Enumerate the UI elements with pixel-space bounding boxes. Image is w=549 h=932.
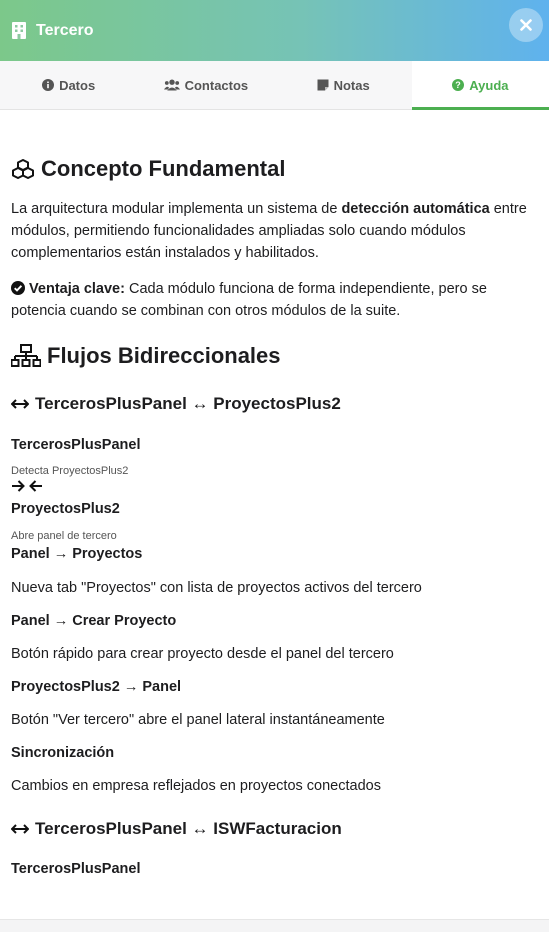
flow-item-title: Panel → Crear Proyecto — [11, 613, 177, 629]
flow-item-desc: Cambios en empresa reflejados en proyectos conectados — [11, 778, 381, 794]
flow1-heading — [11, 394, 538, 414]
concepto-intro — [11, 198, 538, 264]
info-circle-icon — [42, 79, 54, 91]
ventaja-text: Cada módulo funciona de forma independiente, pero se potencia cuando se combinan con otros módulos de la suite. — [11, 281, 487, 319]
tab-datos[interactable] — [0, 61, 137, 109]
users-icon — [164, 79, 180, 91]
flow1-left-name: TercerosPlusPanel — [11, 437, 141, 453]
question-circle-icon — [452, 79, 464, 91]
panel-title: Tercero — [36, 21, 94, 39]
flow2-left-name: TercerosPlusPanel — [11, 861, 141, 877]
svg-text:?: ? — [455, 80, 461, 91]
tab-notas[interactable] — [275, 61, 412, 109]
check-circle-icon — [11, 281, 25, 295]
flow2-title: TercerosPlusPanel ↔ ISWFacturacion — [35, 819, 342, 838]
flow1-left-caption: Detecta ProyectosPlus2 — [11, 465, 129, 477]
intro-highlight: detección automática — [341, 201, 490, 217]
tab-ayuda[interactable] — [412, 61, 549, 109]
arrows-inward-icon — [11, 479, 43, 493]
flow1-title: TercerosPlusPanel ↔ ProyectosPlus2 — [35, 394, 341, 413]
flow1-right-name: ProyectosPlus2 — [11, 501, 120, 517]
ventaja-label: Ventaja clave: — [29, 281, 125, 297]
tab-bar — [0, 61, 549, 110]
bottom-bar — [0, 919, 549, 932]
tab-label: Ayuda — [469, 77, 509, 93]
panel-header — [0, 0, 549, 61]
concepto-heading — [11, 156, 538, 182]
close-button[interactable] — [509, 8, 543, 42]
flow1-right-caption: Abre panel de tercero — [11, 530, 117, 542]
flow-item-desc: Botón "Ver tercero" abre el panel lateral instantáneamente — [11, 712, 385, 728]
intro-text: La arquitectura modular implementa un sistema de — [11, 201, 342, 217]
sitemap-icon — [11, 344, 41, 368]
tab-label: Contactos — [184, 77, 249, 93]
flow-item-desc: Botón rápido para crear proyecto desde el panel del tercero — [11, 646, 394, 662]
flujos-title: Flujos Bidireccionales — [47, 343, 281, 368]
flow-item-title: ProyectosPlus2 → Panel — [11, 679, 182, 695]
tab-label: Datos — [59, 77, 96, 93]
flujos-heading — [11, 343, 538, 369]
flow-item-desc: Nueva tab "Proyectos" con lista de proyectos activos del tercero — [11, 580, 422, 596]
note-icon — [317, 79, 329, 91]
flow-item-title: Sincronización — [11, 745, 115, 761]
cubes-icon — [11, 159, 35, 179]
flow-item-title: Panel → Proyectos — [11, 546, 143, 562]
arrows-left-right-icon — [11, 824, 29, 834]
building-icon — [12, 22, 26, 39]
concepto-title: Concepto Fundamental — [41, 156, 286, 181]
close-icon — [520, 19, 532, 31]
help-content — [0, 156, 549, 877]
flow2-heading — [11, 819, 538, 839]
tab-contactos[interactable] — [137, 61, 274, 109]
ventaja-paragraph — [11, 278, 538, 322]
exchange-arrows — [11, 479, 538, 495]
intro-text: entre módulos, permitiendo funcionalidades ampliadas solo cuando módulos complementarios están instalados y habilitados. — [11, 201, 527, 261]
tab-label: Notas — [333, 77, 370, 93]
arrows-left-right-icon — [11, 399, 29, 409]
